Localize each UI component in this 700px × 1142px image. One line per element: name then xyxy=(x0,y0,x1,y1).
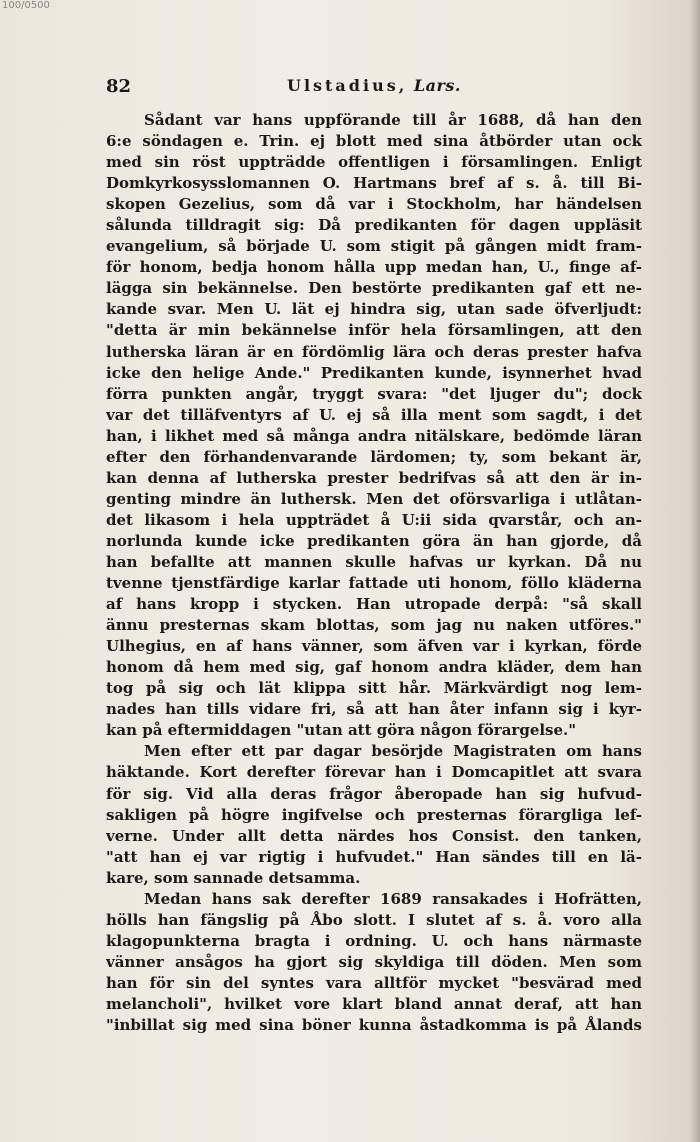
text-line: Medan hans sak derefter 1689 ransakades i Hofrätten, xyxy=(144,889,642,908)
text-line: "att han ej var rigtig i hufvudet." Han sändes till en lä- xyxy=(106,847,642,866)
scan-id: 100/0500 xyxy=(2,0,50,11)
text-line: Sådant var hans uppförande till år 1688, då han den xyxy=(144,111,642,129)
text-line: sakligen på högre ingifvelse och presternas förargliga lef- xyxy=(106,805,642,824)
text-line: skopen Gezelius, som då var i Stockholm, har händelsen xyxy=(106,195,642,214)
text-line: tvenne tjenstfärdige karlar fattade uti honom, föllo kläderna xyxy=(106,574,642,593)
text-line: lägga sin bekännelse. Den bestörte predikanten gaf ett ne- xyxy=(106,279,642,298)
text-line: lutherska läran är en fördömlig lära och deras prester hafva xyxy=(106,342,642,361)
text-line: vänner ansågos ha gjort sig skyldiga till döden. Men som xyxy=(106,952,642,971)
text-line: med sin röst uppträdde offentligen i församlingen. Enligt xyxy=(106,153,642,172)
text-line: han för sin del syntes vara alltför mycket "besvärad med xyxy=(106,973,642,992)
text-line: för honom, bedja honom hålla upp medan han, U., finge af- xyxy=(106,258,642,277)
text-line: var det tilläfventyrs af U. ej så illa ment som sagdt, i det xyxy=(106,405,642,424)
text-line: melancholi", hvilket vore klart bland annat deraf, att han xyxy=(106,994,642,1013)
page-edge-shadow xyxy=(690,0,700,1142)
running-title-given: Lars. xyxy=(413,76,461,95)
text-line: norlunda kunde icke predikanten göra än han gjorde, då xyxy=(106,531,642,550)
text-line: "detta är min bekännelse inför hela församlingen, att den xyxy=(106,321,642,340)
page-number: 82 xyxy=(106,76,132,97)
text-line: Domkyrkosysslomannen O. Hartmans bref af s. å. till Bi- xyxy=(106,174,642,193)
text-line: förra punkten angår, tryggt svara: "det ljuger du"; dock xyxy=(106,384,642,403)
running-title-name: Ulstadius, xyxy=(287,76,408,95)
text-line: häktande. Kort derefter förevar han i Domcapitlet att svara xyxy=(106,763,642,782)
body-text xyxy=(106,110,642,1036)
text-line: kande svar. Men U. lät ej hindra sig, utan sade öfverljudt: xyxy=(106,300,642,319)
text-line: kare, som sannade detsamma. xyxy=(106,868,361,887)
text-line: kan denna af lutherska prester bedrifvas så att den är in- xyxy=(106,468,642,487)
text-line: af hans kropp i stycken. Han utropade derpå: "så skall xyxy=(106,595,642,614)
text-line: för sig. Vid alla deras frågor åberopade han sig hufvud- xyxy=(106,784,642,803)
text-line: efter den förhandenvarande lärdomen; ty, som bekant är, xyxy=(106,447,642,466)
text-line: Ulhegius, en af hans vänner, som äfven var i kyrkan, förde xyxy=(106,637,642,656)
text-line: 6:e söndagen e. Trin. ej blott med sina åtbörder utan ock xyxy=(106,132,642,151)
text-line: genting mindre än luthersk. Men det oförsvarliga i utlåtan- xyxy=(106,489,642,508)
text-line: hölls han fängslig på Åbo slott. I slutet af s. å. voro alla xyxy=(106,910,642,929)
text-line: verne. Under allt detta närdes hos Consist. den tanken, xyxy=(106,826,642,845)
text-line: klagopunkterna bragta i ordning. U. och hans närmaste xyxy=(106,931,642,950)
text-line: han befallte att mannen skulle hafvas ur kyrkan. Då nu xyxy=(106,552,642,571)
text-line: han, i likhet med så många andra nitälskare, bedömde läran xyxy=(106,426,642,445)
page-header xyxy=(106,76,642,100)
text-line: ännu presternas skam blottas, som jag nu naken utföres." xyxy=(106,616,642,635)
text-line: evangelium, så började U. som stigit på gången midt fram- xyxy=(106,237,642,256)
text-line: icke den helige Ande." Predikanten kunde, isynnerhet hvad xyxy=(106,363,642,382)
text-line: tog på sig och lät klippa sitt hår. Märkvärdigt nog lem- xyxy=(106,679,642,698)
text-line: kan på eftermiddagen "utan att göra någon förargelse." xyxy=(106,721,577,740)
text-line: sålunda tilldragit sig: Då predikanten för dagen uppläsit xyxy=(106,216,642,235)
text-line: Men efter ett par dagar besörjde Magistraten om hans xyxy=(144,742,642,761)
text-line: honom då hem med sig, gaf honom andra kläder, dem han xyxy=(106,658,642,677)
running-title xyxy=(106,76,642,95)
text-line: nades han tills vidare fri, så att han åter infann sig i kyr- xyxy=(106,700,642,719)
text-line: "inbillat sig med sina böner kunna åstadkomma is på Ålands xyxy=(106,1016,642,1035)
text-line: det likasom i hela uppträdet å U:ii sida qvarstår, och an- xyxy=(106,510,642,529)
